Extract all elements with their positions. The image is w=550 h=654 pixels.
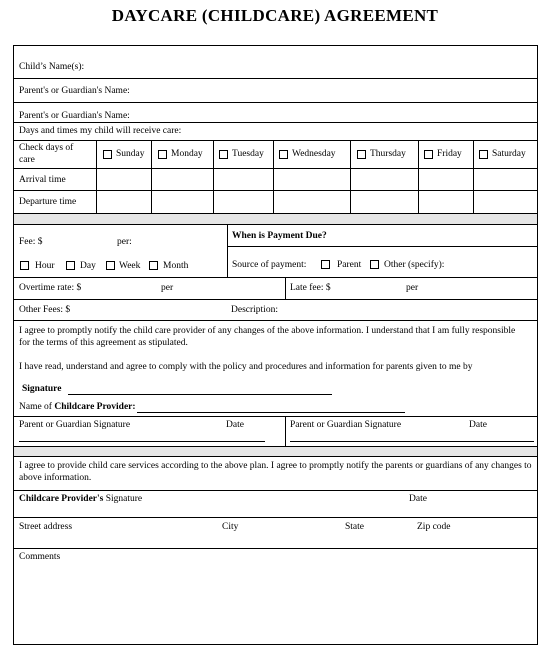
saturday-checkbox[interactable] bbox=[479, 150, 488, 159]
provider-signature-label: Childcare Provider's Signature bbox=[19, 494, 143, 504]
day-checkbox[interactable] bbox=[66, 261, 75, 270]
parent-signature-label-1: Parent or Guardian Signature bbox=[19, 420, 131, 430]
day-label-friday: Friday bbox=[437, 149, 462, 159]
overtime-rate-label: Overtime rate: $ bbox=[19, 283, 82, 293]
policy-acknowledgement-text: I have read, understand and agree to comply with the policy and procedures and information for parents given to me by bbox=[19, 362, 473, 372]
period-label-month: Month bbox=[163, 261, 189, 271]
late-fee-per-label: per bbox=[406, 283, 419, 293]
source-other-checkbox[interactable] bbox=[370, 260, 379, 269]
section-divider-2 bbox=[14, 447, 537, 456]
description-label: Description: bbox=[231, 305, 278, 315]
parent1-label: Parent's or Guardian's Name: bbox=[19, 86, 130, 96]
day-label-saturday: Saturday bbox=[492, 149, 526, 159]
day-label-sunday: Sunday bbox=[116, 149, 145, 159]
signature-label: Signature bbox=[22, 384, 62, 394]
thursday-checkbox[interactable] bbox=[357, 150, 366, 159]
date-label-2: Date bbox=[469, 420, 487, 430]
fee-label: Fee: $ bbox=[19, 237, 43, 247]
monday-checkbox[interactable] bbox=[158, 150, 167, 159]
parent2-label: Parent's or Guardian's Name: bbox=[19, 111, 130, 121]
source-other-label: Other (specify): bbox=[384, 260, 445, 270]
state-label: State bbox=[345, 522, 364, 532]
other-fees-label: Other Fees: $ bbox=[19, 305, 71, 315]
parent-signature-line-2[interactable] bbox=[290, 441, 534, 442]
overtime-per-label: per bbox=[161, 283, 174, 293]
agreement-form bbox=[13, 45, 538, 645]
childs-name-label: Child’s Name(s): bbox=[19, 62, 85, 72]
form-title: DAYCARE (CHILDCARE) AGREEMENT bbox=[111, 6, 439, 25]
arrival-time-label: Arrival time bbox=[19, 175, 66, 185]
zip-code-label: Zip code bbox=[417, 522, 451, 532]
parent-signature-label-2: Parent or Guardian Signature bbox=[290, 420, 402, 430]
comments-label: Comments bbox=[19, 552, 61, 562]
wednesday-checkbox[interactable] bbox=[279, 150, 288, 159]
day-label-wednesday: Wednesday bbox=[292, 149, 336, 159]
week-checkbox[interactable] bbox=[106, 261, 115, 270]
provider-name-line[interactable] bbox=[137, 412, 405, 413]
period-label-hour: Hour bbox=[35, 261, 55, 271]
late-fee-label: Late fee: $ bbox=[290, 283, 331, 293]
days-times-label: Days and times my child will receive care: bbox=[19, 126, 182, 136]
provider-date-label: Date bbox=[409, 494, 427, 504]
friday-checkbox[interactable] bbox=[424, 150, 433, 159]
period-label-week: Week bbox=[119, 261, 141, 271]
city-label: City bbox=[222, 522, 239, 532]
provider-agreement-text: I agree to provide child care services according to the above plan. I agree to promptly notify the parents or guardians of any changes to above information. bbox=[19, 461, 532, 483]
sunday-checkbox[interactable] bbox=[103, 150, 112, 159]
section-divider bbox=[14, 214, 537, 224]
payment-due-label: When is Payment Due? bbox=[232, 231, 327, 241]
month-checkbox[interactable] bbox=[149, 261, 158, 270]
street-address-label: Street address bbox=[19, 522, 73, 532]
day-label-thursday: Thursday bbox=[370, 149, 406, 159]
day-label-monday: Monday bbox=[171, 149, 203, 159]
source-parent-checkbox[interactable] bbox=[321, 260, 330, 269]
tuesday-checkbox[interactable] bbox=[219, 150, 228, 159]
hour-checkbox[interactable] bbox=[20, 261, 29, 270]
date-label-1: Date bbox=[226, 420, 244, 430]
signature-line[interactable] bbox=[68, 394, 332, 395]
period-label-day: Day bbox=[80, 261, 96, 271]
provider-name-label: Name of Childcare Provider: bbox=[19, 402, 136, 412]
parent-signature-line-1[interactable] bbox=[19, 441, 265, 442]
parent-agreement-text: I agree to promptly notify the child care provider of any changes of the above information. I understand that I am fully responsible for the terms of this agreement as stipulated. bbox=[19, 326, 516, 348]
payment-source-label: Source of payment: bbox=[232, 260, 307, 270]
fee-per-label: per: bbox=[117, 237, 132, 247]
day-label-tuesday: Tuesday bbox=[232, 149, 264, 159]
source-parent-label: Parent bbox=[337, 260, 362, 270]
departure-time-label: Departure time bbox=[19, 197, 77, 207]
check-days-label-line1: Check days of bbox=[19, 143, 74, 153]
check-days-label-line2: care bbox=[19, 155, 35, 165]
